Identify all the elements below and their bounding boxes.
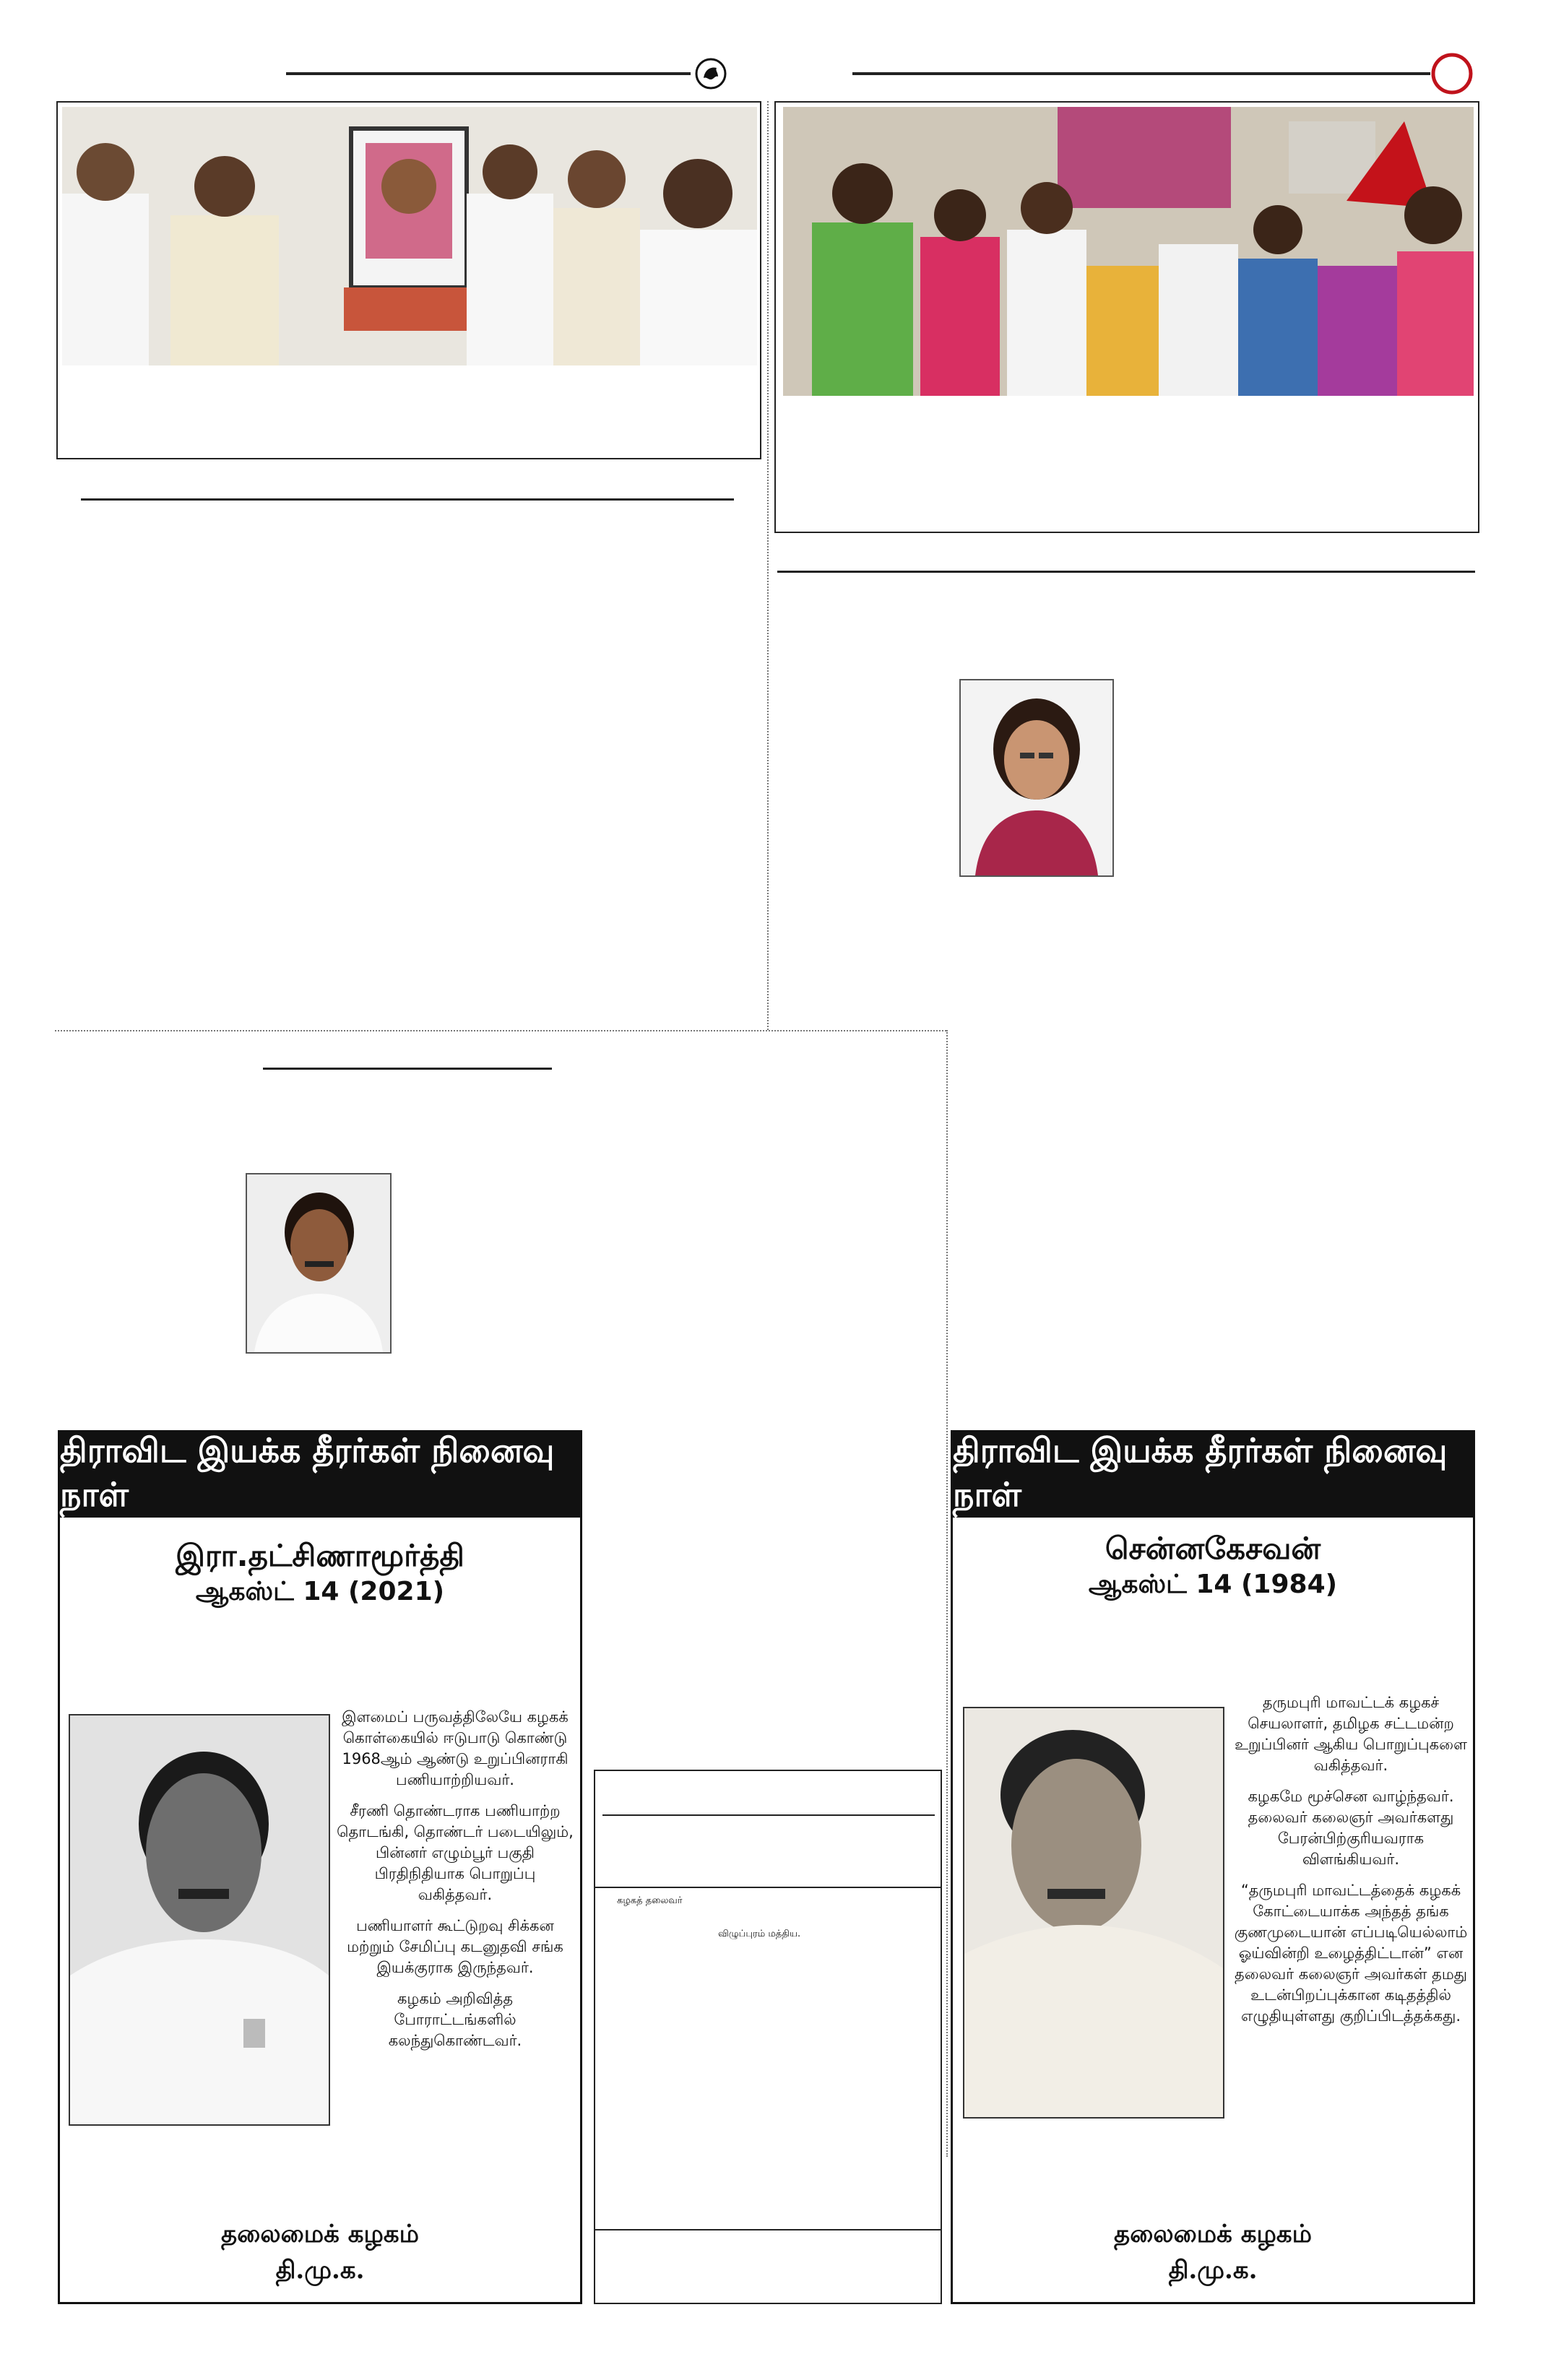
bio-paragraph: கழகம் அறிவித்த போராட்டங்களில் கலந்துகொண்டவர்.: [388, 1990, 522, 2049]
middle-ad-box: [594, 1770, 942, 2304]
memorial-header: திராவிட இயக்க தீரர்கள் நினைவு நாள்: [60, 1432, 580, 1518]
header-rule-left: [286, 72, 691, 75]
section-rule-right: [777, 571, 1475, 573]
column-separator-top: [767, 101, 769, 1030]
section-separator-mid: [55, 1030, 946, 1031]
memorial-bio: [336, 1707, 574, 2061]
memorial-photo: [69, 1714, 330, 2126]
memorial-card-left: [58, 1430, 582, 2304]
news-photo-tribute: [62, 107, 757, 365]
bio-paragraph: தருமபுரி மாவட்டக் கழகச் செயலாளர், தமிழக சட்டமன்ற உறுப்பினர் ஆகிய பொறுப்புகளை வகித்தவர்.: [1235, 1694, 1467, 1774]
party-emblem-icon: [695, 58, 727, 90]
memorial-name: சென்னகேசவன்: [1105, 1531, 1321, 1566]
memorial-footer-party: தி.மு.க.: [1168, 2256, 1258, 2285]
section-rule-mid: [263, 1068, 552, 1070]
bio-paragraph: “தருமபுரி மாவட்டத்தைக் கழகக் கோட்டையாக்க அந்தத் தங்க குணமுடையான் எப்படியெல்லாம் ஓய்வின்றி உழைத்திட்டான்” என தலைவர் கலைஞர் அவர்கள் தமது உடன்பிறப்புக்கான கடிதத்தில் எழுதியுள்ளது குறிப்பிடத்தக்கது.: [1234, 1882, 1468, 2025]
bio-paragraph: இளமைப் பருவத்திலேயே கழகக் கொள்கையில் ஈடுபாடு கொண்டு 1968ஆம் ஆண்டு உறுப்பினராகி பணியாற்றியவர்.: [342, 1708, 569, 1788]
ad-rule-3: [595, 2229, 941, 2230]
bio-paragraph: சீரணி தொண்டராக பணியாற்ற தொடங்கி, தொண்டர் படையிலும், பின்னர் எழும்பூர் பகுதி பிரதிநிதியாக பொறுப்பு வகித்தவர்.: [337, 1802, 574, 1903]
photo-box-left: [56, 101, 761, 459]
header-rule-right: [852, 72, 1430, 75]
photo-box-right: [774, 101, 1479, 533]
news-photo-event: [783, 107, 1474, 396]
memorial-footer-party: தி.மு.க.: [275, 2256, 365, 2285]
section-rule-left: [81, 498, 734, 501]
ad-line-1: கழகத் தலைவர்: [617, 1895, 683, 1906]
memorial-card-right: [951, 1430, 1475, 2304]
memorial-header: திராவிட இயக்க தீரர்கள் நினைவு நாள்: [953, 1432, 1473, 1518]
memorial-name: இரா.தட்சிணாமூர்த்தி: [176, 1538, 464, 1573]
memorial-date: ஆகஸ்ட் 14 (2021): [195, 1577, 445, 1606]
memorial-footer-org: தலைமைக் கழகம்: [1114, 2220, 1312, 2249]
portrait-man: [246, 1173, 392, 1354]
ad-rule-1: [602, 1814, 935, 1816]
memorial-footer-org: தலைமைக் கழகம்: [221, 2220, 419, 2249]
memorial-date: ஆகஸ்ட் 14 (1984): [1088, 1570, 1338, 1599]
ad-line-2: விழுப்புரம் மத்திய.: [718, 1929, 801, 1939]
portrait-woman: [959, 679, 1114, 877]
memorial-photo: [963, 1707, 1224, 2119]
memorial-bio: [1233, 1692, 1469, 2037]
bio-paragraph: பணியாளர் கூட்டுறவு சிக்கன மற்றும் சேமிப்பு கடனுதவி சங்க இயக்குராக இருந்தவர்.: [347, 1917, 563, 1976]
ad-rule-2: [595, 1887, 941, 1888]
bio-paragraph: கழகமே மூச்சென வாழ்ந்தவர். தலைவர் கலைஞர் அவர்களது பேரன்பிற்குரியவராக விளங்கியவர்.: [1248, 1788, 1454, 1868]
column-separator-bottom: [946, 1030, 948, 2157]
red-circle-icon: [1430, 52, 1474, 95]
